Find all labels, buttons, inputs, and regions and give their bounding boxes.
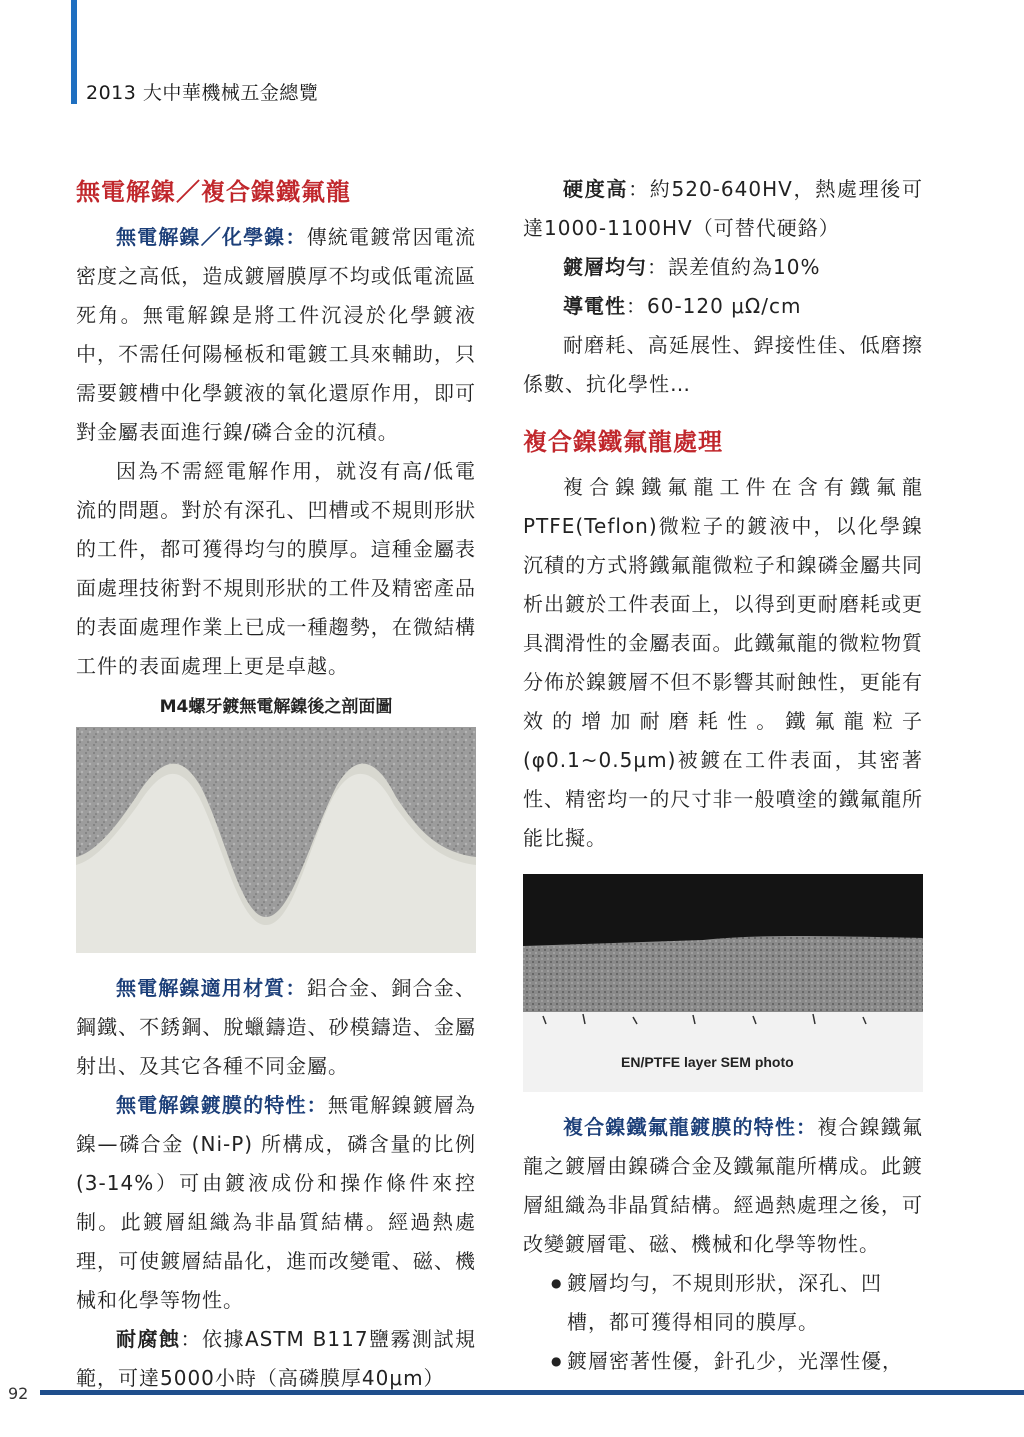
section-title-composite-teflon: 複合鎳鐵氟龍處理: [523, 428, 723, 456]
keyword-composite-coating-properties: 複合鎳鐵氟龍鍍膜的特性：: [563, 1115, 818, 1139]
paragraph-text: ：60-120 μΩ/cm: [626, 294, 802, 318]
paragraph-hardness: [523, 170, 923, 248]
keyword-electroless-chemical-nickel: 無電解鎳／化學鎳：: [116, 225, 307, 249]
paragraph-text: ：約520-640HV，熱處理後可達1000-1100HV（可替代硬鉻）: [523, 177, 923, 240]
sem-photo-image: [523, 874, 923, 1092]
list-item: ● 鍍層均勻，不規則形狀，深孔、凹槽，都可獲得相同的膜厚。: [523, 1264, 923, 1342]
paragraph-uniform-thickness: 因為不需經電解作用，就沒有高/低電流的問題。對於有深孔、凹槽或不規則形狀的工件，都可獲得均勻的膜厚。這種金屬表面處理技術對不規則形狀的工件及精密產品的表面處理作業上已成一種趨勢，在微結構工件的表面處理上更是卓越。: [76, 459, 476, 678]
paragraph-text: 傳統電鍍常因電流密度之高低，造成鍍層膜厚不均或低電流區死角。無電解鎳是將工件沉浸於化學鍍液中，不需任何陽極板和電鍍工具來輔助，只需要鍍槽中化學鍍液的氧化還原作用，即可對金屬表面進行鎳/磷合金的沉積。: [76, 225, 476, 444]
keyword-hardness: 硬度高: [563, 177, 629, 201]
paragraph-conductivity: [523, 287, 923, 326]
figure-caption-m4-thread: M4螺牙鍍無電解鎳後之剖面圖: [159, 697, 393, 717]
keyword-conductivity: 導電性: [563, 294, 626, 318]
paragraph-text: 無電解鎳鍍層為鎳—磷合金 (Ni-P) 所構成，磷含量的比例(3-14%）可由鍍液成份和操作條件來控制。此鍍層組織為非晶質結構。經過熱處理，可使鍍層結晶化，進而改變電、磁、機械和化學等物性。: [76, 1093, 476, 1312]
paragraph-uniform-coating: [523, 248, 923, 287]
paragraph-text: ：依據ASTM B117鹽霧測試規範，可達5000小時（高磷膜厚40μm）: [76, 1327, 477, 1390]
keyword-uniform-coating: 鍍層均勻: [563, 255, 647, 279]
paragraph-composite-coating-properties: [523, 1108, 923, 1264]
paragraph-electroless-intro: [76, 218, 476, 452]
properties-bullet-list: [523, 1264, 923, 1381]
header-accent-bar: [71, 0, 77, 104]
keyword-coating-properties: 無電解鎳鍍膜的特性：: [116, 1093, 328, 1117]
paragraph-text: 鋁合金、銅合金、鋼鐵、不銹鋼、脫蠟鑄造、砂模鑄造、金屬射出、及其它各種不同金屬。: [76, 976, 476, 1078]
paragraph-corrosion-resistance: [76, 1320, 476, 1398]
paragraph-applicable-materials: [76, 969, 476, 1086]
page-header-title: 2013 大中華機械五金總覽: [86, 82, 319, 104]
paragraph-composite-teflon-process: 複合鎳鐵氟龍工件在含有鐵氟龍PTFE(Teflon)微粒子的鍍液中，以化學鎳沉積的方式將鐵氟龍微粒子和鎳磷金屬共同析出鍍於工件表面上，以得到更耐磨耗或更具潤滑性的金屬表面。此鐵氟龍的微粒物質分佈於鎳鍍層不但不影響其耐蝕性，更能有效的增加耐磨耗性。鐵氟龍粒子(φ0.1~0.5μm)被鍍在工件表面，其密著性、精密均一的尺寸非一般噴塗的鐵氟龍所能比擬。: [523, 475, 923, 850]
keyword-applicable-materials: 無電解鎳適用材質：: [116, 976, 307, 1000]
paragraph-text: ：誤差值約為10%: [647, 255, 821, 279]
left-column: [76, 170, 476, 1398]
page-number: 92: [8, 1384, 29, 1403]
sem-photo-caption: EN/PTFE layer SEM photo: [621, 1054, 794, 1070]
paragraph-text: 複合鎳鐵氟龍之鍍層由鎳磷合金及鐵氟龍所構成。此鍍層組織為非晶質結構。經過熱處理之後，可改變鍍層電、磁、機械和化學等物性。: [523, 1115, 923, 1256]
footer-rule: [40, 1390, 1024, 1395]
section-title-electroless-nickel: 無電解鎳／複合鎳鐵氟龍: [76, 178, 351, 206]
paragraph-coating-properties: [76, 1086, 476, 1320]
list-item: ● 鍍層密著性優，針孔少，光澤性優，: [523, 1342, 923, 1381]
keyword-corrosion-resistance: 耐腐蝕: [116, 1327, 181, 1351]
right-column: [523, 170, 923, 1381]
m4-thread-cross-section-image: [76, 727, 476, 953]
paragraph-other-properties: 耐磨耗、高延展性、銲接性佳、低磨擦係數、抗化學性…: [523, 333, 923, 396]
